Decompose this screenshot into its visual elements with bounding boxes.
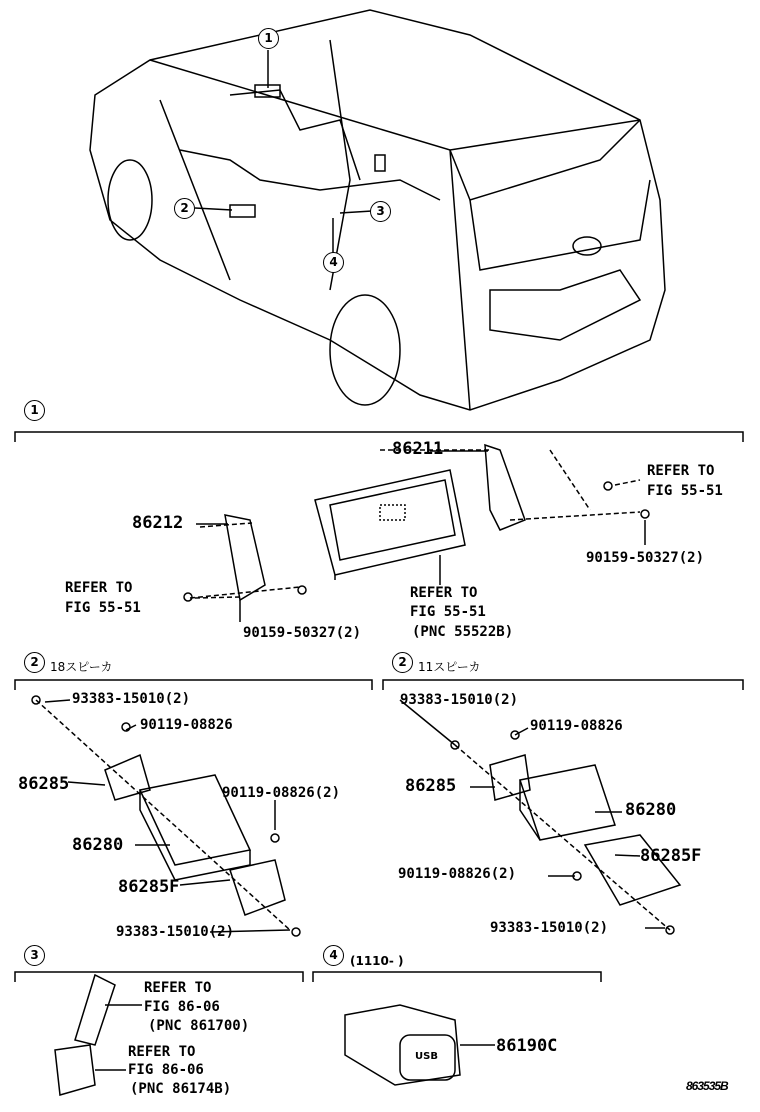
display-unit xyxy=(315,470,465,575)
refer-right-l1: REFER TO xyxy=(647,463,715,479)
usb-adapter xyxy=(345,1005,460,1085)
part-86211[interactable]: 86211 xyxy=(392,439,444,459)
ref2-l3: (PNC 86174B) xyxy=(130,1081,232,1097)
ref1-l2[interactable]: FIG 86-06 xyxy=(144,999,220,1015)
ref2-l1: REFER TO xyxy=(128,1044,196,1060)
part-86285-right[interactable]: 86285 xyxy=(405,776,457,796)
ref2-l2[interactable]: FIG 86-06 xyxy=(128,1062,204,1078)
section-3-index: 3 xyxy=(24,945,45,966)
callout-2: 2 xyxy=(174,198,195,219)
refer-right-l2[interactable]: FIG 55-51 xyxy=(647,483,723,499)
remote-holder xyxy=(55,1045,95,1095)
part-90119-08826-top-left[interactable]: 90119-08826 xyxy=(140,717,233,733)
usb-text: USB xyxy=(415,1051,438,1062)
part-86285F-right[interactable]: 86285F xyxy=(640,846,702,866)
section-2a-index: 2 xyxy=(24,652,45,673)
section-2b-title: 11スピーカ xyxy=(418,660,481,674)
part-90119-08826-top-right[interactable]: 90119-08826 xyxy=(530,718,623,734)
part-86212[interactable]: 86212 xyxy=(132,513,184,533)
part-86280-right[interactable]: 86280 xyxy=(625,800,677,820)
callout-1: 1 xyxy=(258,28,279,49)
part-93383-15010-bottom-left[interactable]: 93383-15010(2) xyxy=(116,924,235,940)
figure-code: 863535B xyxy=(686,1079,728,1093)
section-2a-title: 18スピーカ xyxy=(50,660,113,674)
callout-3: 3 xyxy=(370,201,391,222)
bracket-86212 xyxy=(225,515,265,600)
part-86190C[interactable]: 86190C xyxy=(496,1036,558,1056)
part-86285-left[interactable]: 86285 xyxy=(18,774,70,794)
part-86285F-left[interactable]: 86285F xyxy=(118,877,180,897)
bracket-86211 xyxy=(485,445,525,530)
section-1-index: 1 xyxy=(24,400,45,421)
section-4-index: 4 xyxy=(323,945,344,966)
part-86280-left[interactable]: 86280 xyxy=(72,835,124,855)
callout-4: 4 xyxy=(323,252,344,273)
remote-controller xyxy=(75,975,115,1045)
section-4-title: (1110- ) xyxy=(350,954,404,968)
refer-center-l1: REFER TO xyxy=(410,585,478,601)
part-93383-15010-top-left[interactable]: 93383-15010(2) xyxy=(72,691,191,707)
part-93383-15010-bottom-right[interactable]: 93383-15010(2) xyxy=(490,920,609,936)
refer-center-l2[interactable]: FIG 55-51 xyxy=(410,604,486,620)
part-90119-08826-side-right[interactable]: 90119-08826(2) xyxy=(398,866,517,882)
ref1-l3: (PNC 861700) xyxy=(148,1018,250,1034)
refer-center-l3: (PNC 55522B) xyxy=(412,624,514,640)
ref1-l1: REFER TO xyxy=(144,980,212,996)
part-90159-50327-right[interactable]: 90159-50327(2) xyxy=(586,550,705,566)
part-93383-15010-top-right[interactable]: 93383-15010(2) xyxy=(400,692,519,708)
amplifier-11-speaker xyxy=(520,765,615,840)
section-2b-index: 2 xyxy=(392,652,413,673)
part-90159-50327-left[interactable]: 90159-50327(2) xyxy=(243,625,362,641)
refer-left-l2[interactable]: FIG 55-51 xyxy=(65,600,141,616)
part-90119-08826-side-left[interactable]: 90119-08826(2) xyxy=(222,785,341,801)
refer-left-l1: REFER TO xyxy=(65,580,133,596)
